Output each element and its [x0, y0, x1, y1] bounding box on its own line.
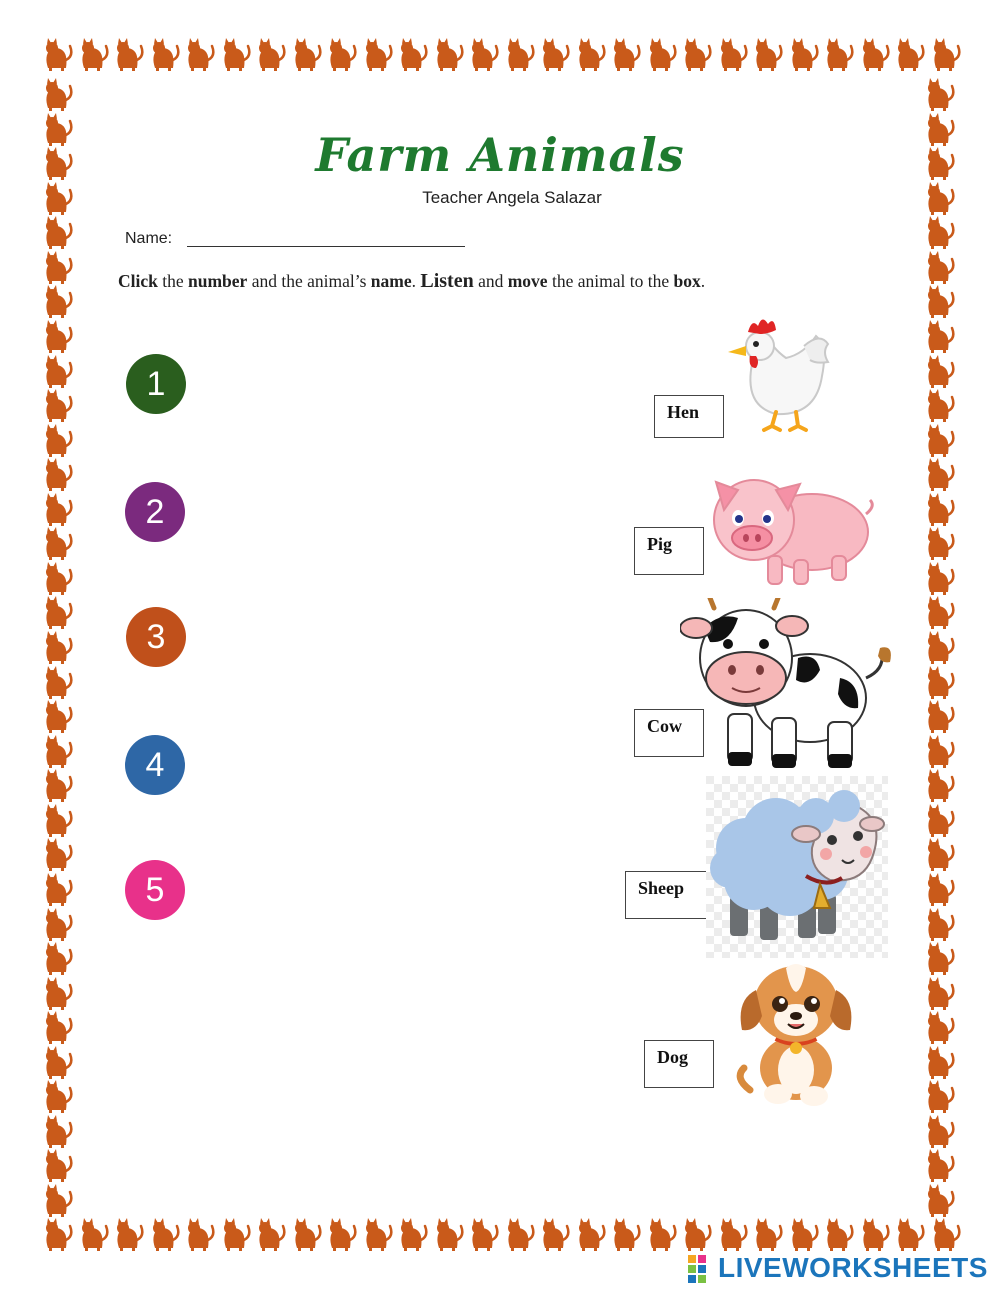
liveworksheets-logo — [688, 1252, 988, 1284]
cat-icon — [40, 873, 74, 907]
cat-icon — [182, 38, 216, 72]
cat-icon — [922, 596, 956, 630]
cat-icon — [76, 1218, 110, 1252]
cat-icon — [40, 977, 74, 1011]
cat-icon — [40, 38, 74, 72]
cat-icon — [395, 38, 429, 72]
cat-icon — [40, 1011, 74, 1045]
cat-icon — [40, 1218, 74, 1252]
border-top — [40, 38, 962, 78]
cat-icon — [892, 38, 926, 72]
cat-icon — [40, 562, 74, 596]
cat-icon — [922, 1149, 956, 1183]
cat-icon — [644, 38, 678, 72]
cat-icon — [502, 1218, 536, 1252]
cat-icon — [502, 38, 536, 72]
cat-icon — [928, 38, 962, 72]
cat-icon — [922, 1115, 956, 1149]
label-box-dog[interactable]: Dog — [644, 1040, 714, 1088]
cat-icon — [922, 527, 956, 561]
cat-icon — [922, 389, 956, 423]
cat-icon — [922, 251, 956, 285]
cat-icon — [922, 942, 956, 976]
label-box-cow[interactable]: Cow — [634, 709, 704, 757]
cat-icon — [360, 1218, 394, 1252]
cat-icon — [111, 1218, 145, 1252]
cat-icon — [147, 1218, 181, 1252]
cat-icon — [922, 458, 956, 492]
cat-icon — [922, 216, 956, 250]
cat-icon — [922, 1011, 956, 1045]
cat-icon — [182, 1218, 216, 1252]
cat-icon — [40, 1149, 74, 1183]
cat-icon — [922, 1184, 956, 1218]
cat-icon — [76, 38, 110, 72]
page-title: Farm Animals — [315, 128, 685, 182]
name-label: Name: — [125, 230, 173, 247]
cat-icon — [892, 1218, 926, 1252]
cat-icon — [40, 596, 74, 630]
cat-icon — [40, 78, 74, 112]
cat-icon — [857, 38, 891, 72]
liveworksheets-logo-icon — [688, 1253, 718, 1283]
cat-icon — [40, 493, 74, 527]
cat-icon — [573, 1218, 607, 1252]
label-box-pig[interactable]: Pig — [634, 527, 704, 575]
cat-icon — [922, 285, 956, 319]
cat-icon — [922, 78, 956, 112]
cat-icon — [786, 38, 820, 72]
cat-icon — [679, 38, 713, 72]
cat-icon — [40, 769, 74, 803]
cat-icon — [40, 1184, 74, 1218]
cat-icon — [40, 285, 74, 319]
cow-icon[interactable] — [680, 598, 896, 772]
cat-icon — [922, 355, 956, 389]
number-button-5[interactable]: 5 — [125, 860, 185, 920]
cat-icon — [679, 1218, 713, 1252]
border-left — [40, 78, 80, 1218]
cat-icon — [40, 838, 74, 872]
cat-icon — [40, 735, 74, 769]
hen-icon[interactable] — [724, 306, 834, 434]
cat-icon — [922, 908, 956, 942]
cat-icon — [40, 251, 74, 285]
cat-icon — [715, 38, 749, 72]
cat-icon — [324, 1218, 358, 1252]
cat-icon — [608, 38, 642, 72]
cat-icon — [715, 1218, 749, 1252]
cat-icon — [922, 1080, 956, 1114]
cat-icon — [40, 355, 74, 389]
cat-icon — [922, 320, 956, 354]
cat-icon — [218, 1218, 252, 1252]
cat-icon — [573, 38, 607, 72]
label-box-hen[interactable]: Hen — [654, 395, 724, 438]
cat-icon — [111, 38, 145, 72]
cat-icon — [922, 804, 956, 838]
cat-icon — [644, 1218, 678, 1252]
liveworksheets-logo-text: LIVEWORKSHEETS — [718, 1252, 988, 1283]
cat-icon — [750, 1218, 784, 1252]
cat-icon — [324, 38, 358, 72]
cat-icon — [537, 1218, 571, 1252]
cat-icon — [857, 1218, 891, 1252]
cat-icon — [922, 631, 956, 665]
cat-icon — [928, 1218, 962, 1252]
cat-icon — [40, 631, 74, 665]
cat-icon — [922, 666, 956, 700]
cat-icon — [40, 216, 74, 250]
cat-icon — [922, 493, 956, 527]
cat-icon — [40, 424, 74, 458]
cat-icon — [922, 977, 956, 1011]
cat-icon — [922, 838, 956, 872]
number-button-1[interactable]: 1 — [126, 354, 186, 414]
cat-icon — [40, 908, 74, 942]
cat-icon — [289, 1218, 323, 1252]
cat-icon — [253, 38, 287, 72]
cat-icon — [40, 942, 74, 976]
cat-icon — [40, 320, 74, 354]
cat-icon — [431, 38, 465, 72]
name-field[interactable] — [187, 246, 465, 247]
cat-icon — [922, 769, 956, 803]
cat-icon — [40, 458, 74, 492]
cat-icon — [922, 700, 956, 734]
cat-icon — [431, 1218, 465, 1252]
border-right — [922, 78, 962, 1218]
cat-icon — [466, 1218, 500, 1252]
instructions: Click the number and the animal’s name. Listen and move the animal to the box. — [118, 270, 706, 292]
cat-icon — [395, 1218, 429, 1252]
cat-icon — [922, 873, 956, 907]
cat-icon — [922, 1046, 956, 1080]
cat-icon — [40, 700, 74, 734]
label-box-sheep[interactable]: Sheep — [625, 871, 707, 919]
cat-icon — [40, 1046, 74, 1080]
cat-icon — [922, 562, 956, 596]
cat-icon — [750, 38, 784, 72]
cat-icon — [786, 1218, 820, 1252]
teacher-name: Teacher Angela Salazar — [422, 188, 602, 207]
cat-icon — [360, 38, 394, 72]
cat-icon — [289, 38, 323, 72]
cat-icon — [40, 527, 74, 561]
cat-icon — [466, 38, 500, 72]
cat-icon — [218, 38, 252, 72]
cat-icon — [40, 1115, 74, 1149]
cat-icon — [922, 735, 956, 769]
cat-icon — [922, 424, 956, 458]
cat-icon — [537, 38, 571, 72]
cat-icon — [40, 389, 74, 423]
number-button-2[interactable]: 2 — [125, 482, 185, 542]
pig-icon[interactable] — [708, 470, 876, 590]
sheep-icon[interactable] — [706, 776, 888, 958]
number-button-3[interactable]: 3 — [126, 607, 186, 667]
cat-icon — [608, 1218, 642, 1252]
cat-icon — [253, 1218, 287, 1252]
number-button-4[interactable]: 4 — [125, 735, 185, 795]
cat-icon — [40, 1080, 74, 1114]
cat-icon — [40, 666, 74, 700]
cat-icon — [40, 804, 74, 838]
cat-icon — [147, 38, 181, 72]
dog-icon[interactable] — [736, 960, 860, 1108]
cat-icon — [821, 1218, 855, 1252]
cat-icon — [821, 38, 855, 72]
